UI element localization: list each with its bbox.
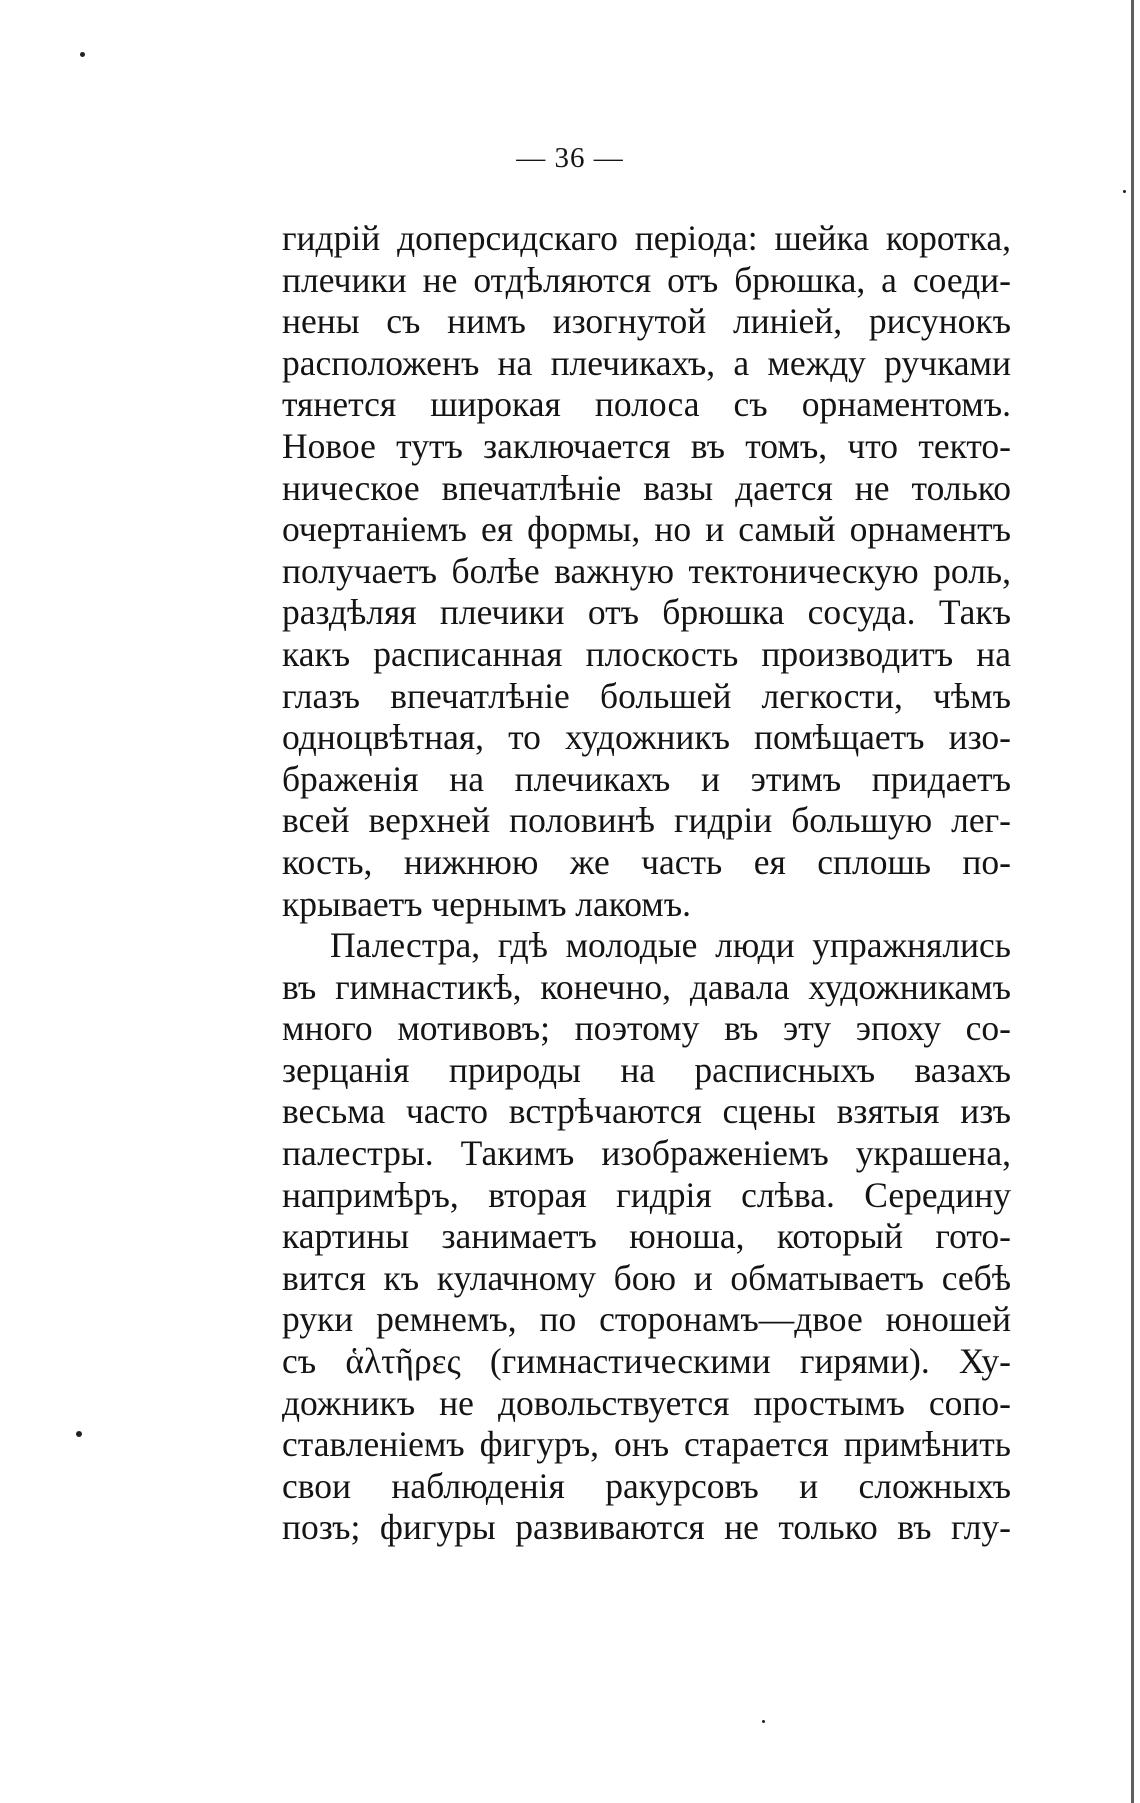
scan-edge-line [1131, 0, 1134, 1803]
text-line: браженія на плечикахъ и этимъ придаетъ [282, 758, 1011, 799]
text-line: очертаніемъ ея формы, но и самый орнаментъ [282, 509, 1011, 550]
scan-speck [80, 52, 85, 57]
text-line: Новое тутъ заключается въ томъ, что текто- [282, 425, 1011, 466]
scan-speck [762, 1720, 765, 1723]
text-line: палестры. Такимъ изображеніемъ украшена, [282, 1133, 1011, 1174]
text-line: съ ἁλτῆρες (гимнастическими гирями). Ху- [282, 1341, 1011, 1382]
text-line: свои наблюденія ракурсовъ и сложныхъ [282, 1465, 1011, 1506]
scan-speck [1123, 190, 1126, 193]
text-line: вится къ кулачному бою и обматываетъ себѣ [282, 1257, 1011, 1298]
text-line: напримѣръ, вторая гидрія слѣва. Середину [282, 1174, 1011, 1215]
text-line: получаетъ болѣе важную тектоническую роль, [282, 550, 1011, 591]
scan-speck [76, 1431, 82, 1437]
text-line: глазъ впечатлѣніе большей легкости, чѣмъ [282, 675, 1011, 716]
text-line: тянется широкая полоса съ орнаментомъ. [282, 384, 1011, 425]
text-line: зерцанія природы на расписныхъ вазахъ [282, 1049, 1011, 1090]
text-line: раздѣляя плечики отъ брюшка сосуда. Такъ [282, 592, 1011, 633]
text-line: картины занимаетъ юноша, который гото- [282, 1216, 1011, 1257]
text-line: весьма часто встрѣчаются сцены взятыя изъ [282, 1091, 1011, 1132]
text-line: руки ремнемъ, по сторонамъ—двое юношей [282, 1299, 1011, 1340]
text-line: ническое впечатлѣніе вазы дается не только [282, 467, 1011, 508]
text-line: нены съ нимъ изогнутой линіей, рисунокъ [282, 301, 1011, 342]
text-line: Палестра, гдѣ молодые люди упражнялись [330, 925, 1011, 966]
text-line: расположенъ на плечикахъ, а между ручками [282, 342, 1011, 383]
text-line: гидрій доперсидскаго періода: шейка коротка, [282, 218, 1011, 258]
text-line: ставленіемъ фигуръ, онъ старается примѣнить [282, 1424, 1011, 1465]
text-line: позъ; фигуры развиваются не только въ глу- [282, 1507, 1011, 1548]
text-line: дожникъ не довольствуется простымъ сопо- [282, 1382, 1011, 1423]
text-line: въ гимнастикѣ, конечно, давала художникамъ [282, 966, 1011, 1007]
text-line: какъ расписанная плоскость производитъ на [282, 633, 1011, 674]
text-line: плечики не отдѣляются отъ брюшка, а соеди- [282, 259, 1011, 300]
text-line: одноцвѣтная, то художникъ помѣщаетъ изо- [282, 717, 1011, 758]
text-line: крываетъ чернымъ лакомъ. [282, 883, 691, 924]
text-line: много мотивовъ; поэтому въ эту эпоху со- [282, 1008, 1011, 1049]
text-column [282, 218, 1011, 1549]
text-line: всей верхней половинѣ гидріи большую лег- [282, 800, 1011, 841]
text-line: кость, нижнюю же часть ея сплошь по- [282, 841, 1011, 882]
page-number: — 36 — [516, 142, 624, 174]
